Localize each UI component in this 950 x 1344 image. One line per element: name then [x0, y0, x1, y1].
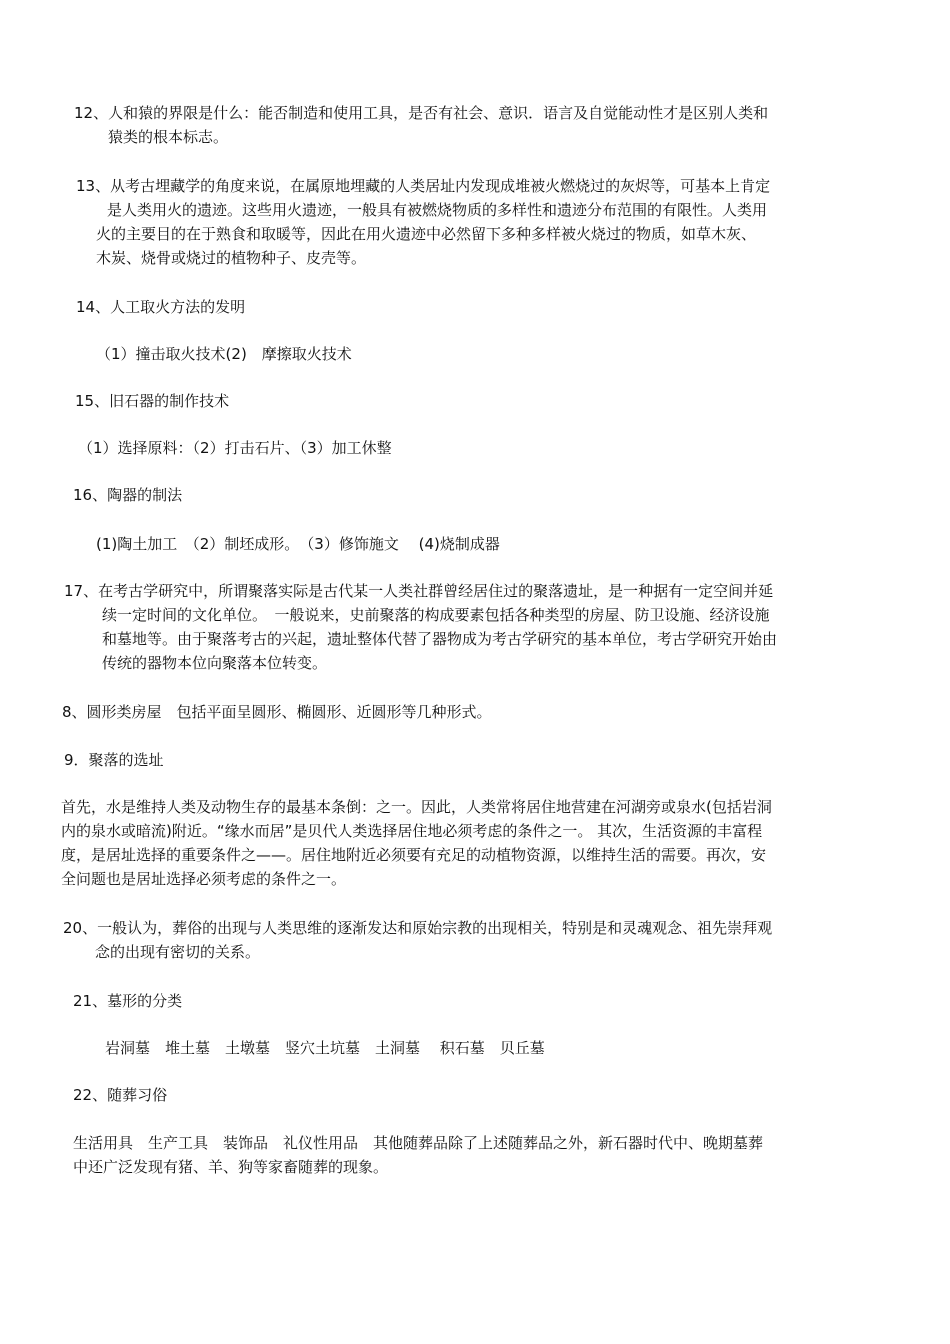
section-16-heading: 16、陶器的制法 — [73, 486, 183, 504]
paragraph-20-line-2: 念的出现有密切的关系。 — [95, 943, 261, 961]
paragraph-20-line-1: 20、一般认为，葬俗的出现与人类思维的逐渐发达和原始宗教的出现相关，特别是和灵魂观念、祖先崇拜观 — [63, 919, 773, 937]
paragraph-9-line-3: 度，是居址选择的重要条件之——。居住地附近必须要有充足的动植物资源，以维持生活的需要。再次，安 — [61, 846, 767, 864]
paragraph-17-line-4: 传统的器物本位向聚落本位转变。 — [102, 654, 328, 672]
section-9-heading: 9．聚落的选址 — [64, 751, 164, 769]
paragraph-9-line-4: 全问题也是居址选择必须考虑的条件之一。 — [61, 870, 347, 888]
paragraph-13 — [76, 174, 770, 270]
paragraph-13-line-2: 是人类用火的遗迹。这些用火遗迹，一般具有被燃烧物质的多样性和遗迹分布范围的有限性。人类用 — [107, 201, 768, 219]
section-8-line: 8、圆形类房屋 包括平面呈圆形、椭圆形、近圆形等几种形式。 — [62, 703, 492, 721]
paragraph-17-line-1: 17、在考古学研究中，所谓聚落实际是古代某一人类社群曾经居住过的聚落遗址，是一种据有一定空间并延 — [64, 582, 774, 600]
paragraph-17-line-2: 续一定时间的文化单位。 一般说来，史前聚落的构成要素包括各种类型的房屋、防卫设施、经济设施 — [102, 606, 770, 624]
paragraph-12 — [74, 101, 768, 149]
section-22-heading: 22、随葬习俗 — [73, 1086, 168, 1104]
paragraph-22-body — [73, 1131, 763, 1179]
paragraph-13-line-1: 13、从考古埋藏学的角度来说，在属原地埋藏的人类居址内发现成堆被火燃烧过的灰烬等，可基本上肯定 — [76, 177, 771, 195]
paragraph-9-body — [61, 795, 772, 891]
paragraph-22-line-2: 中还广泛发现有猪、羊、狗等家畜随葬的现象。 — [73, 1158, 389, 1176]
paragraph-17 — [64, 579, 777, 675]
paragraph-22-line-1: 生活用具 生产工具 装饰品 礼仪性用品 其他随葬品除了上述随葬品之外，新石器时代中、晚期墓葬 — [73, 1134, 764, 1152]
section-15-heading: 15、旧石器的制作技术 — [75, 392, 230, 410]
section-16-item: (1)陶土加工 （2）制坯成形。 （3）修饰施文 (4)烧制成器 — [96, 535, 500, 553]
section-14-item: （1）撞击取火技术(2) 摩擦取火技术 — [96, 345, 352, 363]
paragraph-9-line-1: 首先，水是维持人类及动物生存的最基本条倒：之一。因此，人类常将居住地营建在河湖旁或泉水(包括岩洞 — [61, 798, 772, 816]
paragraph-20 — [63, 916, 772, 964]
paragraph-12-line-2: 猿类的根本标志。 — [108, 128, 229, 146]
paragraph-13-line-3: 火的主要目的在于熟食和取暖等，因此在用火遗迹中必然留下多种多样被火烧过的物质，如草木灰、 — [96, 225, 757, 243]
section-21-heading: 21、墓形的分类 — [73, 992, 183, 1010]
paragraph-17-line-3: 和墓地等。由于聚落考古的兴起，遗址整体代替了器物成为考古学研究的基本单位，考古学研究开始由 — [102, 630, 778, 648]
paragraph-9-line-2: 内的泉水或暗流)附近。“缘水而居”是贝代人类选择居住地必须考虑的条件之一。 其次，生活资源的丰富程 — [61, 822, 763, 840]
section-15-item: （1）选择原料：（2）打击石片、（3）加工休整 — [78, 439, 392, 457]
paragraph-13-line-4: 木炭、烧骨或烧过的植物种子、皮壳等。 — [96, 249, 367, 267]
section-14-heading: 14、人工取火方法的发明 — [76, 298, 246, 316]
section-21-item: 岩洞墓 堆土墓 土墩墓 竖穴土坑墓 土洞墓 积石墓 贝丘墓 — [105, 1039, 545, 1057]
paragraph-12-line-1: 12、人和猿的界限是什么：能否制造和使用工具，是否有社会、意识．语言及自觉能动性才是区别人类和 — [74, 104, 769, 122]
